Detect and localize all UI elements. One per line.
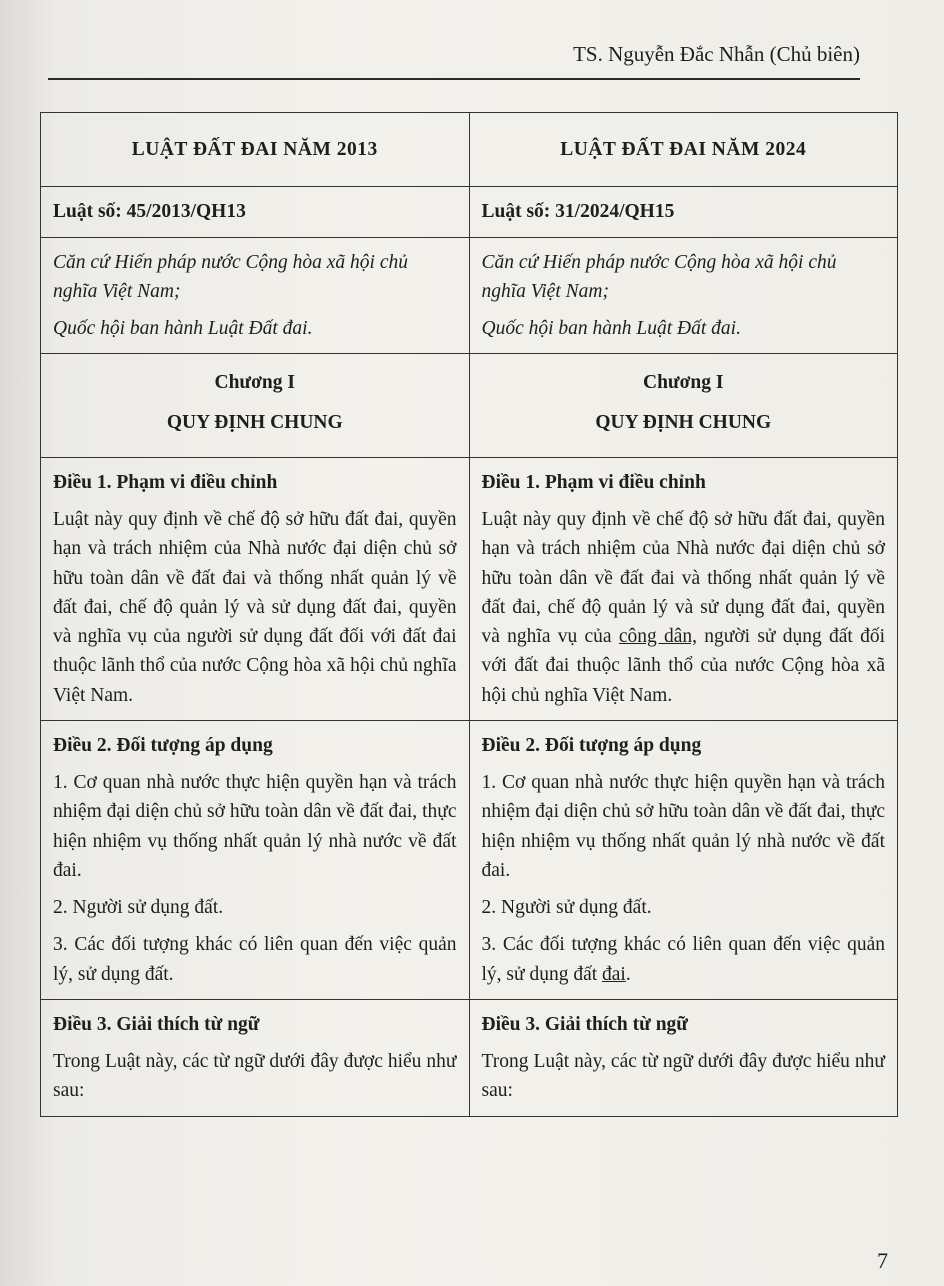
- article-title: Điều 2. Đối tượng áp dụng: [53, 734, 273, 756]
- article-item: 2. Người sử dụng đất.: [53, 897, 224, 918]
- article-item: 3. Các đối tượng khác có liên quan đến việc quản lý, sử dụng đất.: [53, 934, 457, 985]
- header-rule: [48, 78, 860, 80]
- article-title: Điều 3. Giải thích từ ngữ: [53, 1013, 260, 1035]
- article-title: Điều 1. Phạm vi điều chỉnh: [53, 471, 278, 493]
- page-number: 7: [877, 1248, 888, 1273]
- chapter-name: QUY ĐỊNH CHUNG: [595, 411, 772, 433]
- article3-2024: [469, 999, 898, 1116]
- article-item: [482, 930, 886, 989]
- article-item: 1. Cơ quan nhà nước thực hiện quyền hạn và trách nhiệm đại diện chủ sở hữu toàn dân về đất đai, thực hiện nhiệm vụ thống nhất quản lý nhà nước về đất đai.: [481, 772, 885, 881]
- table-row: [41, 237, 898, 354]
- chapter-name: QUY ĐỊNH CHUNG: [166, 411, 343, 433]
- article-title: Điều 1. Phạm vi điều chỉnh: [481, 471, 706, 493]
- article-title: Điều 3. Giải thích từ ngữ: [481, 1013, 689, 1035]
- underlined-text: công dân,: [618, 626, 698, 647]
- table-row: [41, 720, 898, 999]
- preamble-line: Căn cứ Hiến pháp nước Cộng hòa xã hội chủ nghĩa Việt Nam;: [53, 251, 409, 302]
- article-title: Điều 2. Đối tượng áp dụng: [481, 734, 702, 756]
- article-text: Trong Luật này, các từ ngữ dưới đây được hiểu như sau:: [53, 1051, 457, 1102]
- article1-2013: [41, 457, 470, 720]
- text-segment: người sử dụng đất đối với đất đai thuộc lãnh thổ của nước Cộng hòa xã hội chủ nghĩa Việt Nam.: [481, 626, 886, 706]
- running-header: TS. Nguyễn Đắc Nhẫn (Chủ biên): [573, 42, 860, 66]
- article3-2013: [41, 999, 470, 1116]
- article-item: 2. Người sử dụng đất.: [481, 897, 652, 918]
- table-row: [41, 354, 898, 458]
- preamble-line: Căn cứ Hiến pháp nước Cộng hòa xã hội chủ nghĩa Việt Nam;: [481, 251, 837, 302]
- article2-2024: [469, 720, 898, 999]
- preamble-line: Quốc hội ban hành Luật Đất đai.: [53, 318, 313, 339]
- title-2013: LUẬT ĐẤT ĐAI NĂM 2013: [41, 113, 470, 187]
- article-text: Luật này quy định về chế độ sở hữu đất đai, quyền hạn và trách nhiệm của Nhà nước đại diện chủ sở hữu toàn dân về đất đai và thống nhất quản lý về đất đai, chế độ quản lý và sử dụng đất đai, quyền và nghĩa vụ của người sử dụng đất đối với đất đai thuộc lãnh thổ của nước Cộng hòa xã hội chủ nghĩa Việt Nam.: [53, 509, 457, 706]
- article2-2013: [41, 720, 470, 999]
- table-row: [41, 113, 898, 187]
- preamble-2013: [41, 237, 470, 354]
- law-number-2013: Luật số: 45/2013/QH13: [41, 187, 470, 237]
- preamble-2024: [469, 237, 898, 354]
- article-text: [482, 505, 886, 710]
- table-row: [41, 999, 898, 1116]
- underlined-text: đai: [602, 963, 626, 985]
- text-segment: Luật này quy định về chế độ sở hữu đất đai, quyền hạn và trách nhiệm của Nhà nước đại diện chủ sở hữu toàn dân về đất đai và thống nhất quản lý về đất đai, chế độ quản lý và sử dụng đất đai, quyền và nghĩa vụ của: [481, 509, 885, 647]
- table-row: [41, 457, 898, 720]
- article-text: Trong Luật này, các từ ngữ dưới đây được hiểu như sau:: [481, 1051, 885, 1102]
- chapter-number: Chương I: [214, 372, 295, 394]
- chapter-number: Chương I: [643, 372, 724, 394]
- chapter-2024: [469, 354, 898, 458]
- title-2024: LUẬT ĐẤT ĐAI NĂM 2024: [469, 113, 898, 187]
- table-row: [41, 187, 898, 237]
- chapter-2013: [41, 354, 470, 458]
- article-item: 1. Cơ quan nhà nước thực hiện quyền hạn và trách nhiệm đại diện chủ sở hữu toàn dân về đất đai, thực hiện nhiệm vụ thống nhất quản lý nhà nước về đất đai.: [53, 772, 457, 881]
- article1-2024: [469, 457, 898, 720]
- preamble-line: Quốc hội ban hành Luật Đất đai.: [481, 318, 741, 339]
- comparison-table: [40, 112, 898, 1117]
- text-segment: 3. Các đối tượng khác có liên quan đến việc quản lý, sử dụng đất: [481, 934, 885, 985]
- text-segment: .: [625, 963, 631, 985]
- law-number-2024: Luật số: 31/2024/QH15: [469, 187, 898, 237]
